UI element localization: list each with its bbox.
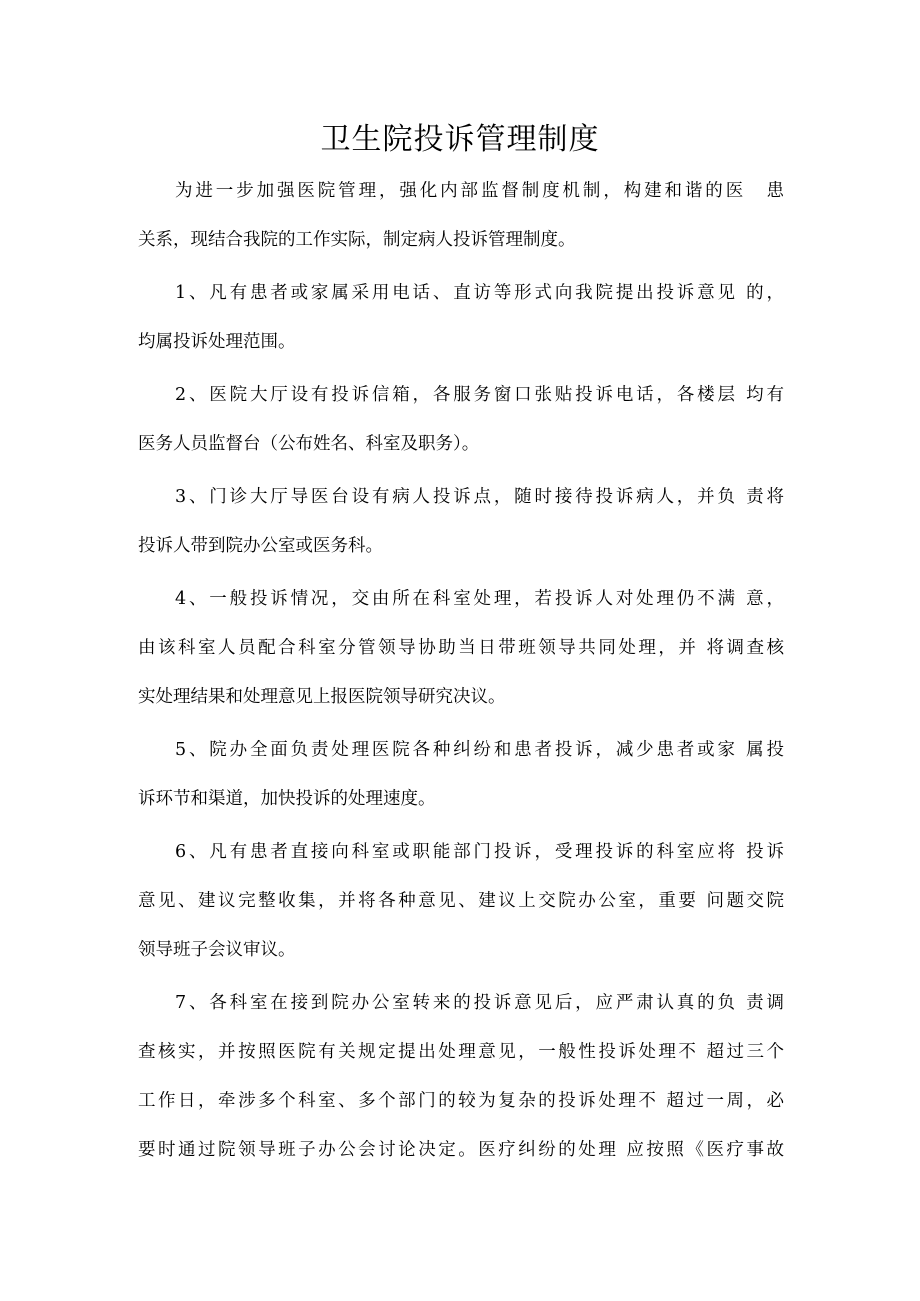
paragraph-5 — [138, 575, 784, 722]
paragraph-6 — [138, 726, 784, 824]
paragraph-line: 投诉人带到院办公室或医务科。 — [138, 536, 383, 556]
paragraph-line: 5、院办全面负责处理医院各种纠纷和患者投诉，减少患者或家 属投 — [175, 740, 784, 760]
document-title: 卫生院投诉管理制度 — [320, 122, 600, 157]
paragraph-line: 要时通过院领导班子办公会讨论决定。医疗纠纷的处理 应按照《医疗事故 — [138, 1140, 784, 1160]
paragraph-line: 实处理结果和处理意见上报医院领导研究决议。 — [138, 687, 506, 707]
paragraph-line: 4、一般投诉情况，交由所在科室处理，若投诉人对处理仍不满 意， — [175, 589, 784, 609]
paragraph-line: 关系，现结合我院的工作实际，制定病人投诉管理制度。 — [138, 230, 576, 250]
paragraph-line: 2、医院大厅设有投诉信箱，各服务窗口张贴投诉电话，各楼层 均有 — [175, 385, 784, 405]
paragraph-line: 工作日，牵涉多个科室、多个部门的较为复杂的投诉处理不 超过一周，必 — [138, 1091, 784, 1111]
paragraph-line: 6、凡有患者直接向科室或职能部门投诉，受理投诉的科室应将 投诉 — [175, 842, 784, 862]
paragraph-line: 1、凡有患者或家属采用电话、直访等形式向我院提出投诉意见 的， — [175, 283, 784, 303]
paragraph-line: 意见、建议完整收集，并将各种意见、建议上交院办公室，重要 问题交院 — [138, 891, 784, 911]
paragraph-line: 均属投诉处理范围。 — [138, 332, 296, 352]
paragraph-line: 诉环节和渠道，加快投诉的处理速度。 — [138, 789, 436, 809]
paragraph-line: 为进一步加强医院管理，强化内部监督制度机制，构建和谐的医 患 — [175, 181, 784, 201]
paragraph-line: 查核实，并按照医院有关规定提出处理意见，一般性投诉处理不 超过三个 — [138, 1042, 784, 1062]
paragraph-line: 医务人员监督台（公布姓名、科室及职务）。 — [138, 434, 480, 454]
paragraph-7 — [138, 828, 784, 975]
paragraph-line: 由该科室人员配合科室分管领导协助当日带班领导共同处理，并 将调查核 — [138, 638, 784, 658]
paragraph-2 — [138, 269, 784, 367]
paragraph-3 — [138, 371, 784, 469]
document-body — [138, 167, 784, 1179]
paragraph-4 — [138, 473, 784, 571]
paragraph-8 — [138, 979, 784, 1175]
paragraph-1 — [138, 167, 784, 265]
paragraph-line: 7、各科室在接到院办公室转来的投诉意见后，应严肃认真的负 责调 — [175, 993, 784, 1013]
paragraph-line: 3、门诊大厅导医台设有病人投诉点，随时接待投诉病人，并负 责将 — [175, 487, 784, 507]
paragraph-line: 领导班子会议审议。 — [138, 940, 296, 960]
